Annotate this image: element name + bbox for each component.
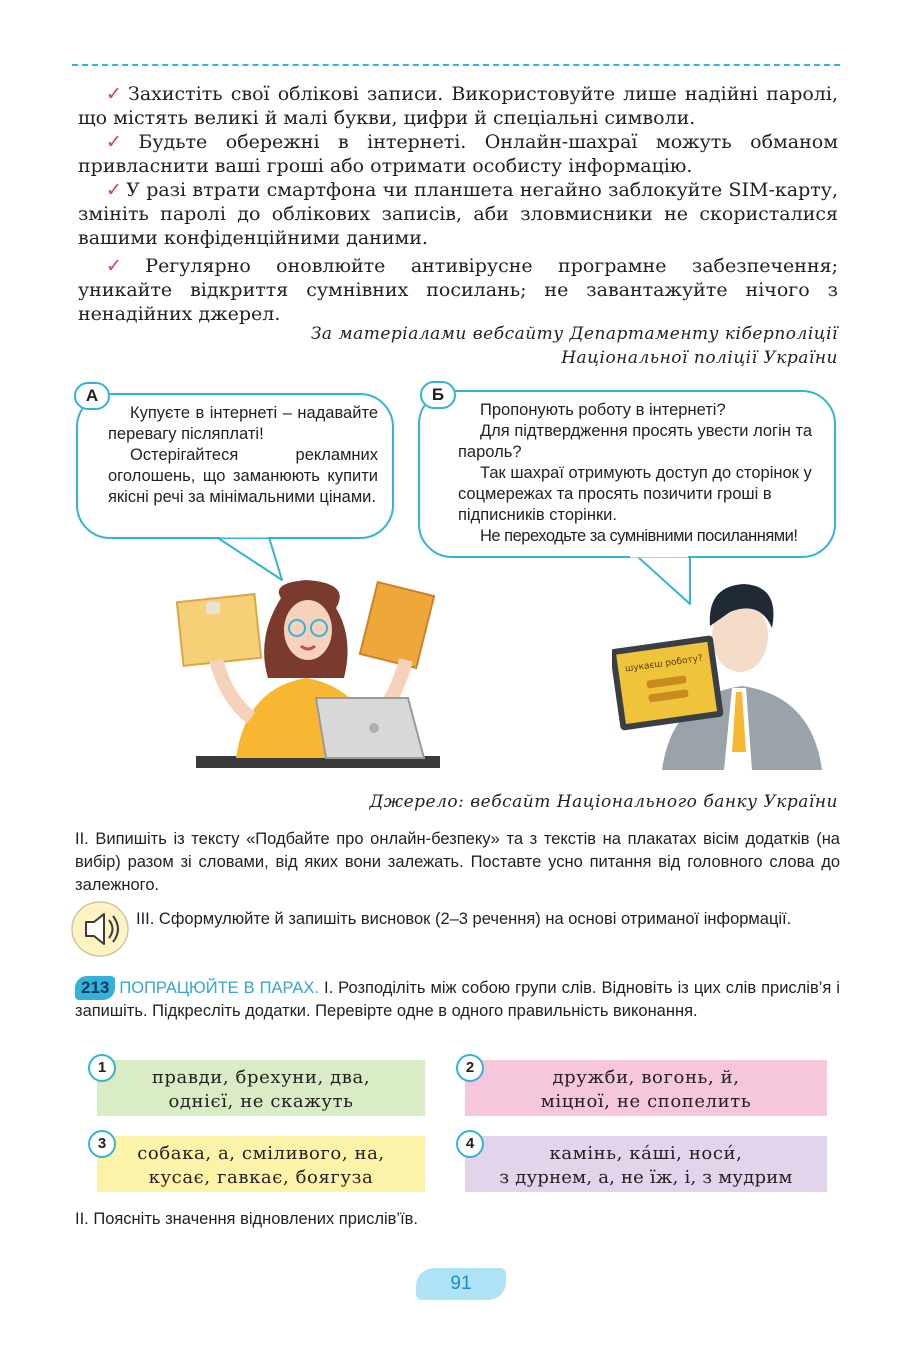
- speech-bubble-a: Купуєте в інтернеті – надавайте перевагу післяплаті! Остерігайтеся рекламних оголошень, що заманюють купити якісні речі за мінімальними цінами.: [76, 393, 394, 539]
- group-number-2: 2: [456, 1054, 484, 1082]
- word-group-1: правди, брехуни, два, однієї, не скажуть: [97, 1060, 425, 1116]
- badge-a: А: [74, 382, 110, 410]
- task-explain: ІІ. Поясніть значення відновлених прислів’їв.: [75, 1210, 419, 1228]
- checkmark-icon: ✓: [106, 131, 135, 153]
- group-number-4: 4: [456, 1130, 484, 1158]
- page-number: 91: [416, 1268, 506, 1300]
- badge-b: Б: [420, 381, 456, 409]
- exercise-213: 213 ПОПРАЦЮЙТЕ В ПАРАХ. І. Розподіліть між собою групи слів. Відновіть із цих слів прислів’я і запишіть. Підкресліть додатки. Перевірте одне в одного правильність виконання.: [75, 978, 840, 1020]
- word-group-2: дружби, вогонь, й, міцної, не спопелить: [465, 1060, 827, 1116]
- exercise-heading: ПОПРАЦЮЙТЕ В ПАРАХ.: [119, 979, 320, 997]
- checkmark-icon: ✓: [106, 179, 123, 201]
- tip-item: ✓ Захистіть свої облікові записи. Використовуйте лише надійні паролі, що містять великі й малі букви, цифри й спеціальні символи.: [78, 83, 838, 129]
- laptop-screen-text: шукаєш роботу?: [624, 653, 704, 675]
- checkmark-icon: ✓: [106, 83, 124, 105]
- word-group-3: собака, а, сміливого, на, кусає, гавкає, боягуза: [97, 1136, 425, 1192]
- woman-with-parcels-illustration: [176, 578, 446, 770]
- man-with-laptop-illustration: [612, 576, 826, 770]
- task-2: ІІ. Випишіть із тексту «Подбайте про онлайн-безпеку» та з текстів на плакатах вісім додатків (на вибір) разом зі словами, від яких вони залежать. Поставте усно питання від головного слова до залежного.: [75, 830, 840, 894]
- tip-item: ✓ Регулярно оновлюйте антивірусне програмне забезпечення; уникайте відкриття сумнівних посилань; не завантажуйте нічого з ненадійних джерел.: [78, 255, 838, 325]
- exercise-number: 213: [75, 976, 115, 1000]
- source-cyberpolice: За матеріалами вебсайту Департаменту кіберполіції Національної поліції України: [310, 324, 838, 368]
- tip-item: ✓ Будьте обережні в інтернеті. Онлайн-шахраї можуть обманом привласнити ваші гроші або отримати особисту інформацію.: [78, 131, 839, 177]
- source-nbu: Джерело: вебсайт Національного банку України: [369, 792, 838, 812]
- group-number-3: 3: [88, 1130, 116, 1158]
- tip-item: ✓ У разі втрати смартфона чи планшета негайно заблокуйте SIM-карту, змініть паролі до облікових записів, аби зловмисники не скористалися вашими конфіденційними даними.: [78, 179, 838, 249]
- group-number-1: 1: [88, 1054, 116, 1082]
- speaker-icon: [70, 900, 130, 958]
- word-group-4: камінь, ка́ші, носи́, з дурнем, а, не їж, і, з мудрим: [465, 1136, 827, 1192]
- checkmark-icon: ✓: [106, 255, 142, 277]
- task-3: ІІІ. Сформулюйте й запишіть висновок (2–3 речення) на основі отриманої інформації.: [136, 910, 792, 928]
- speech-bubble-b: Пропонують роботу в інтернеті? Для підтвердження просять увести логін та пароль? Так шахраї отримують доступ до сторінок у соцмережах та просять позичити гроші в підписників сторінки. Не переходьте за сумнівними посиланнями!: [418, 390, 836, 558]
